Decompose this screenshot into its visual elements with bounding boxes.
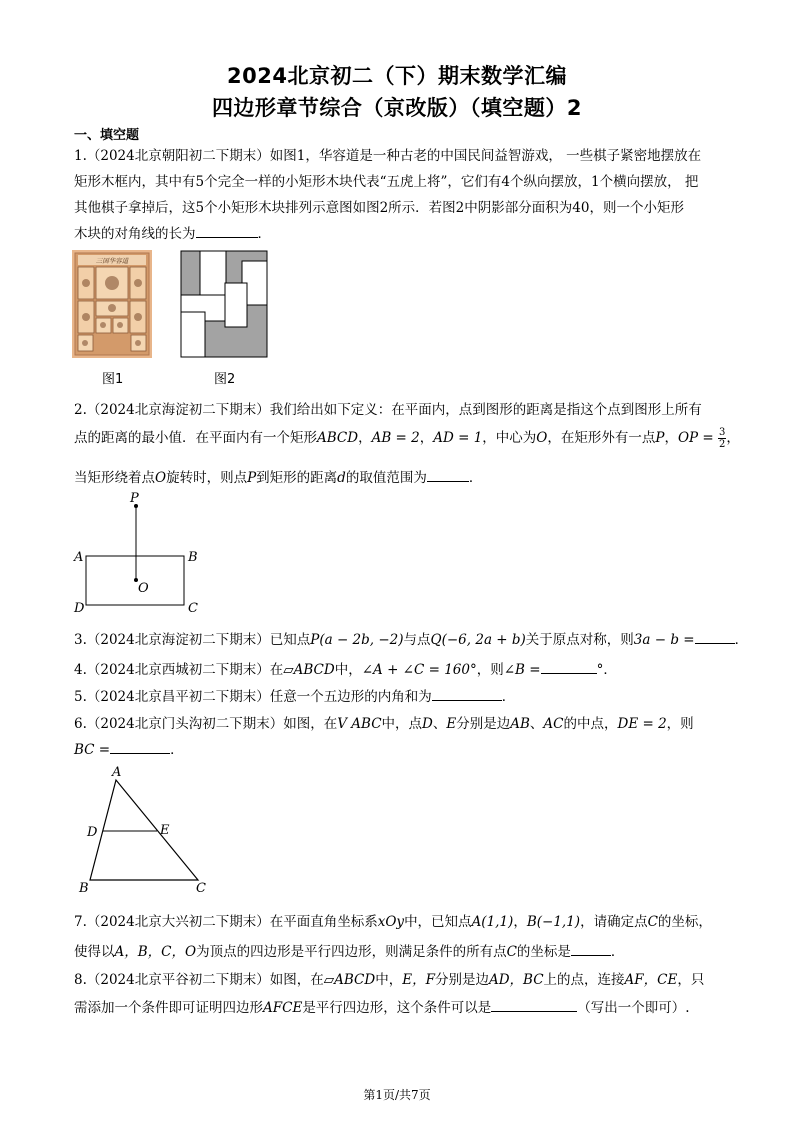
figure-2-diagram	[180, 250, 270, 360]
q7-end: ．	[610, 944, 625, 960]
q2-o: O	[155, 470, 167, 486]
fraction-numerator: 3	[719, 427, 726, 438]
q2-line1: 2.（2024北京海淀初二下期末）我们给出如下定义：在平面内，点到图形的距离是指这个点到图形上所有	[74, 402, 702, 418]
q1-line1: 1.（2024北京朝阳初二下期末）如图1，华容道是一种古老的中国民间益智游戏， 一些棋子紧密地摆放在	[74, 148, 702, 164]
q2-line2	[74, 426, 740, 450]
q6-line1	[74, 712, 724, 732]
answer-blank	[110, 741, 170, 754]
q7-text: 的坐标是	[516, 944, 571, 960]
answer-blank	[571, 943, 611, 956]
q1-line2: 矩形木框内，其中有5个完全一样的小矩形木块代表“五虎上将”，它们有4个纵向摆放，1个横向摆放， 把	[74, 174, 699, 190]
q5-text: 5.（2024北京昌平初二下期末）任意一个五边形的内角和为	[74, 689, 432, 705]
q2-comma: ，	[419, 430, 434, 446]
label-A: A	[74, 550, 84, 565]
q4-parallelogram: ▱ABCD	[283, 662, 335, 678]
q2-text-g: ，中心为	[482, 430, 537, 446]
fraction-denominator: 2	[719, 439, 726, 450]
figure-1-caption: 图1	[102, 372, 124, 387]
label-B: B	[79, 881, 89, 896]
q6-end: ．	[170, 742, 184, 758]
q8-points: E，F	[402, 972, 435, 988]
q6-text: 中，点	[381, 716, 423, 732]
q7-line2	[74, 940, 724, 960]
answer-blank	[427, 469, 469, 482]
q4-text: 中，	[334, 662, 362, 678]
label-P: P	[130, 491, 139, 506]
q6-triangle-figure	[74, 764, 224, 896]
q4-end: °．	[596, 662, 617, 678]
q8-text: 8.（2024北京平谷初二下期末）如图，在	[74, 972, 324, 988]
q3-text: 3.（2024北京海淀初二下期末）已知点	[74, 632, 311, 648]
q2-rect-name: ABCD	[317, 430, 359, 446]
q6-text: 6.（2024北京门头沟初二下期末）如图，在	[74, 716, 338, 732]
q8-text: 上的点，连接	[543, 972, 625, 988]
q2-end: ．	[468, 470, 483, 486]
q1-line3: 其他棋子拿掉后，这5个小矩形木块排列示意图如图2所示．若图2中阴影部分面积为40，则一个小矩形	[74, 200, 684, 216]
q8-text: 是平行四边形，这个条件可以是	[302, 1000, 492, 1016]
q8-segments: AF，CE	[624, 972, 678, 988]
q2-line3	[74, 466, 724, 486]
q2-text: 到矩形的距离	[256, 470, 338, 486]
q3-text: 关于原点对称，则	[525, 632, 634, 648]
q3-text: 与点	[403, 632, 431, 648]
q7-sep: ，	[513, 914, 527, 930]
q6-text: ，则	[666, 716, 694, 732]
q2-comma: ，	[358, 430, 372, 446]
q1-end: ．	[257, 226, 271, 242]
document-title: 2024北京初二（下）期末数学汇编	[227, 64, 567, 88]
q8-parallelogram: ▱ABCD	[323, 972, 376, 988]
label-C: C	[188, 601, 198, 616]
q4-angle-sum: ∠A + ∠C = 160°	[361, 662, 477, 678]
q8-text: （写出一个即可）.	[577, 1000, 690, 1016]
q4-text: ，则	[476, 662, 504, 678]
q7-text: 中，已知点	[404, 914, 472, 930]
q2-text: 的取值范围为	[345, 470, 427, 486]
q2-comma: ，	[726, 430, 740, 446]
q8-line2	[74, 996, 724, 1016]
q5-end: ．	[501, 689, 516, 705]
q6-ac: AC	[543, 716, 564, 732]
q7-text: 使得以	[74, 944, 115, 960]
q6-sep: 、	[432, 716, 447, 732]
q3-point-q: Q(−6, 2a + b)	[430, 632, 526, 648]
label-D: D	[74, 601, 85, 616]
q6-text: 分别是边	[456, 716, 511, 732]
q4-angle-b: ∠B =	[503, 662, 541, 678]
q5-line	[74, 685, 724, 705]
q6-bc: BC =	[74, 742, 111, 758]
q2-text-a: 点的距离的最小值．在平面内有一个矩形	[74, 430, 317, 446]
q1-line4	[74, 222, 724, 242]
document-subtitle: 四边形章节综合（京改版）（填空题）2	[211, 96, 583, 120]
q6-de: DE = 2	[617, 716, 667, 732]
q3-expression: 3a − b =	[633, 632, 695, 648]
q2-ad: AD = 1	[433, 430, 483, 446]
answer-blank	[491, 999, 577, 1012]
q7-text: ，请确定点	[580, 914, 648, 930]
q2-o: O	[536, 430, 548, 446]
q8-text: 需添加一个条件即可证明四边形	[74, 1000, 263, 1016]
q2-comma: ，	[664, 430, 678, 446]
q3-line	[74, 628, 749, 648]
q7-point-c: C	[506, 944, 517, 960]
q6-text: 的中点，	[563, 716, 618, 732]
answer-blank	[432, 688, 502, 701]
q2-text-i: ，在矩形外有一点	[547, 430, 656, 446]
q7-text: 7.（2024北京大兴初二下期末）在平面直角坐标系	[74, 914, 378, 930]
q6-sep: 、	[529, 716, 544, 732]
q6-triangle: V ABC	[337, 716, 382, 732]
q7-text: 为顶点的四边形是平行四边形，则满足条件的所有点	[196, 944, 507, 960]
q4-line	[74, 658, 724, 678]
q7-coord-system: xOy	[377, 914, 405, 930]
q3-end: ．	[734, 632, 749, 648]
label-C: C	[196, 881, 206, 896]
label-E: E	[160, 823, 170, 838]
q2-text: 旋转时，则点	[166, 470, 248, 486]
q1-text: 木块的对角线的长为	[74, 226, 196, 242]
answer-blank	[541, 661, 597, 674]
figure-1-photo	[72, 250, 152, 358]
q2-p: P	[247, 470, 257, 486]
figure-2-caption: 图2	[214, 372, 236, 387]
label-D: D	[87, 825, 98, 840]
q8-sides: AD，BC	[488, 972, 544, 988]
q6-d: D	[422, 716, 433, 732]
q8-text: 分别是边	[434, 972, 489, 988]
answer-blank	[695, 631, 735, 644]
label-O: O	[138, 581, 149, 596]
section-heading: 一、填空题	[74, 128, 140, 143]
q8-text: 中，	[375, 972, 403, 988]
q6-line2	[74, 738, 724, 758]
label-A: A	[112, 765, 122, 780]
q2-op: OP =	[677, 430, 714, 446]
q7-point-c: C	[647, 914, 658, 930]
answer-blank	[196, 225, 258, 238]
q8-quadrilateral: AFCE	[263, 1000, 303, 1016]
q2-rectangle-figure	[72, 488, 212, 616]
q4-text: 4.（2024北京西城初二下期末）在	[74, 662, 284, 678]
q6-e: E	[446, 716, 457, 732]
q2-p: P	[655, 430, 665, 446]
q7-point-b: B(−1,1)	[526, 914, 581, 930]
q2-ab: AB = 2	[371, 430, 420, 446]
q7-text: 的坐标，	[657, 914, 712, 930]
q8-text: ，只	[677, 972, 705, 988]
q7-point-a: A(1,1)	[471, 914, 514, 930]
q2-d: d	[337, 470, 346, 486]
q8-line1	[74, 968, 724, 988]
photo-board-label: 三国华容道	[95, 257, 129, 265]
q7-line1	[74, 910, 724, 930]
q7-vertices: A，B，C，O	[114, 944, 197, 960]
q2-text: 当矩形绕着点	[74, 470, 155, 486]
q3-point-p: P(a − 2b, −2)	[310, 632, 404, 648]
label-B: B	[188, 550, 198, 565]
page-footer: 第1页/共7页	[363, 1088, 431, 1102]
q6-ab: AB	[510, 716, 530, 732]
